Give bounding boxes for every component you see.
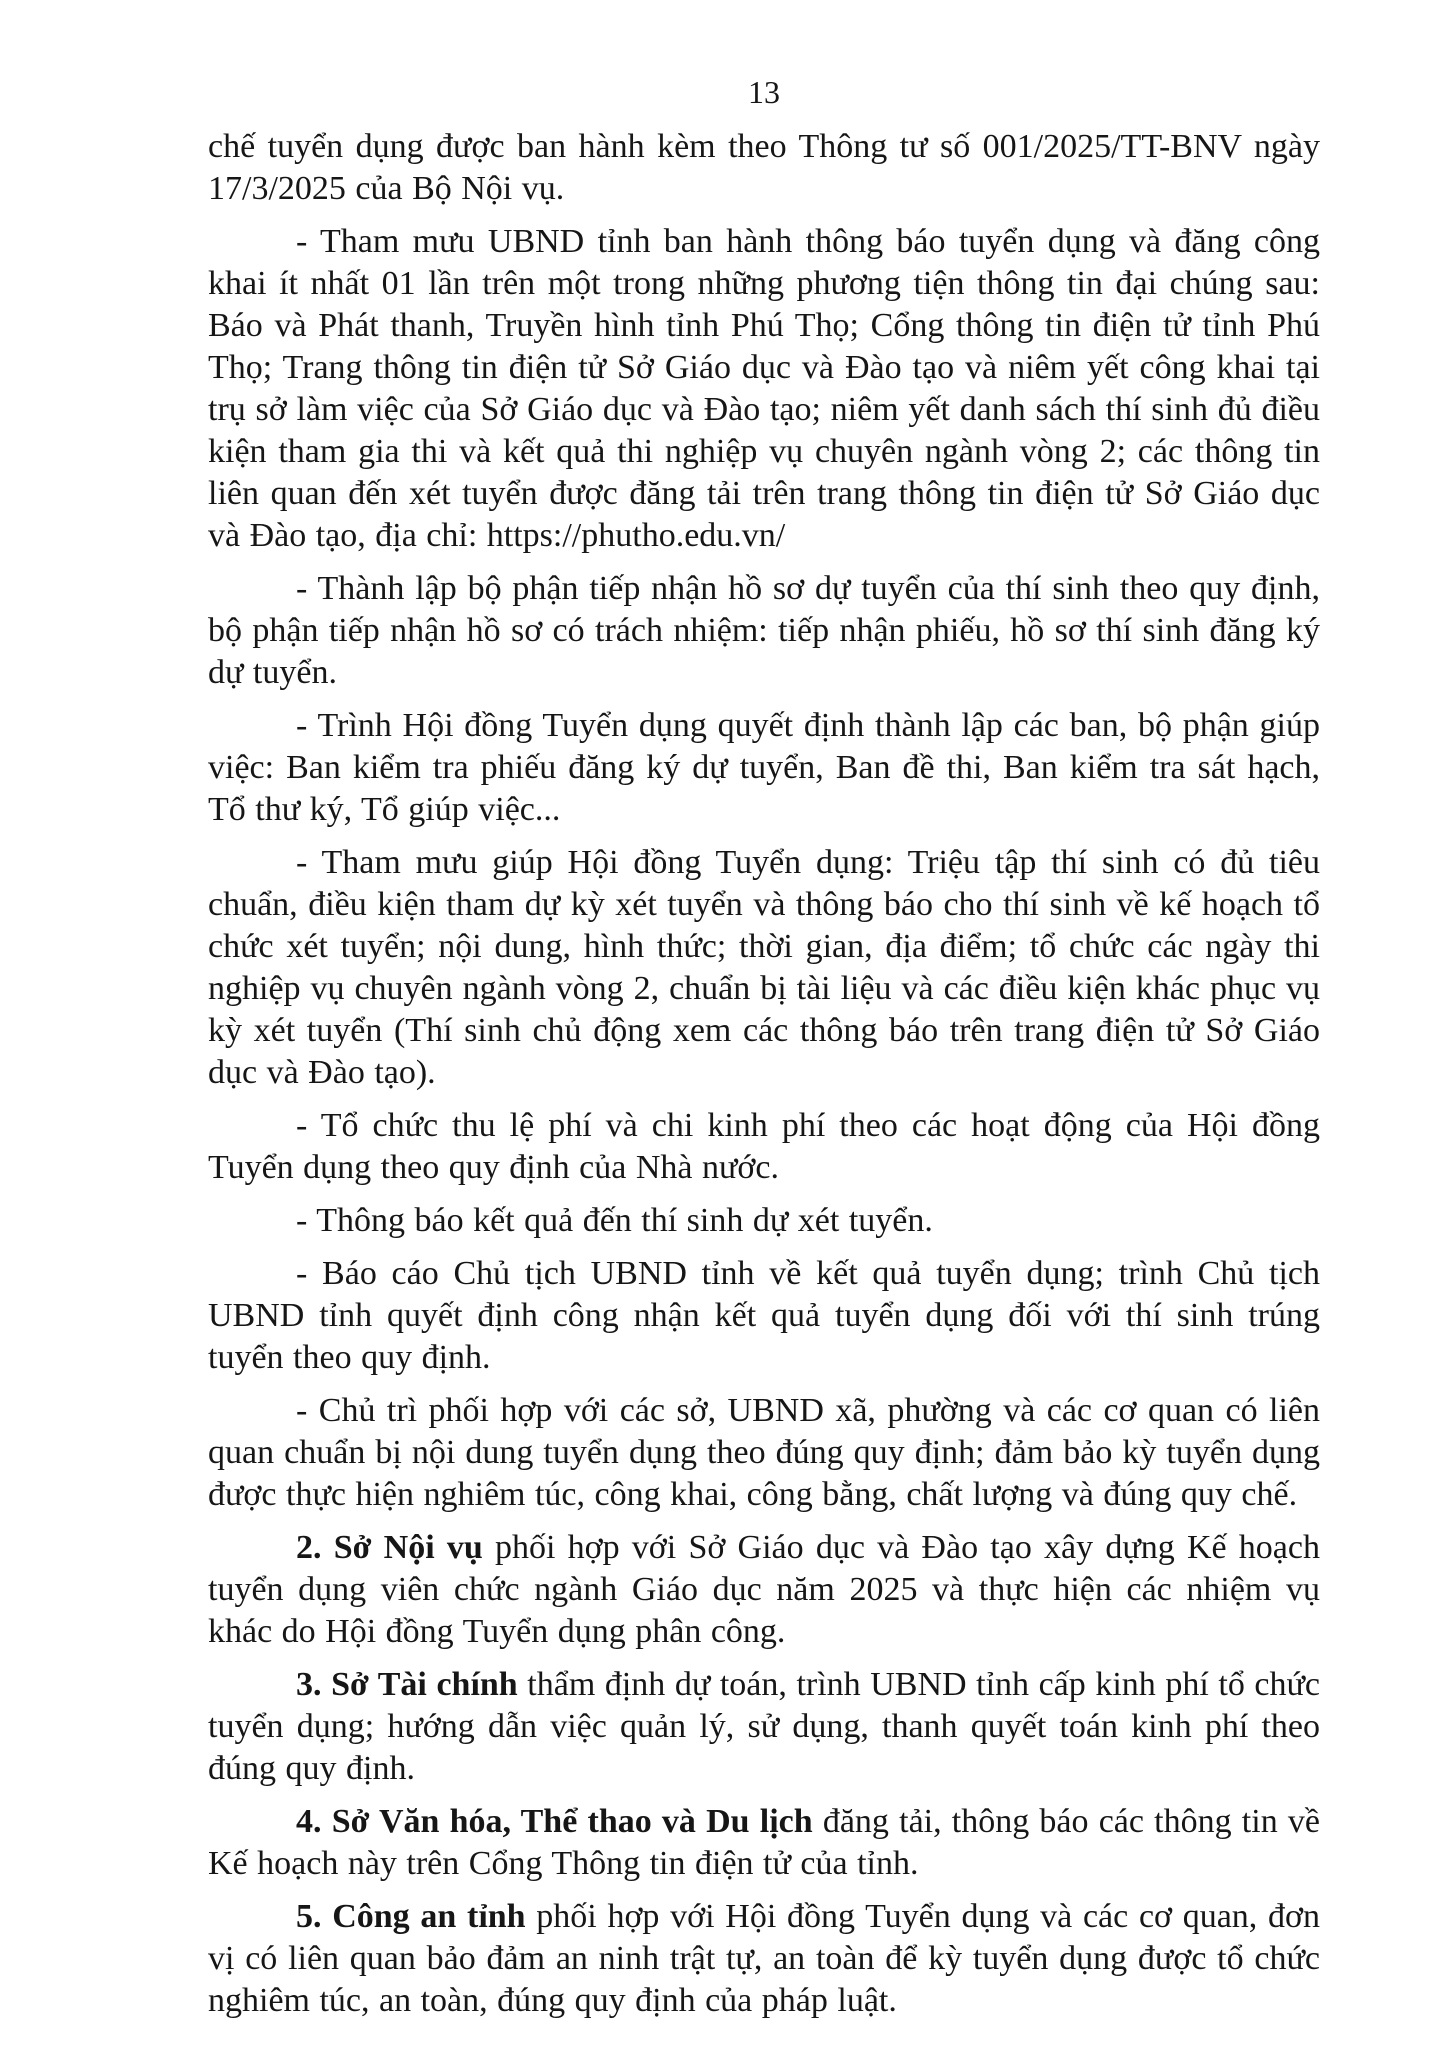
paragraph: - Thành lập bộ phận tiếp nhận hồ sơ dự tuyển của thí sinh theo quy định, bộ phận tiếp nhận hồ sơ có trách nhiệm: tiếp nhận phiếu, hồ sơ thí sinh đăng ký dự tuyển. bbox=[208, 570, 1320, 691]
paragraph-bold-lead: 4. Sở Văn hóa, Thể thao và Du lịch bbox=[296, 1803, 813, 1840]
paragraph-bold-lead: 2. Sở Nội vụ bbox=[296, 1529, 483, 1566]
paragraph: chế tuyển dụng được ban hành kèm theo Thông tư số 001/2025/TT-BNV ngày 17/3/2025 của Bộ Nội vụ. bbox=[208, 128, 1320, 207]
paragraph: - Tham mưu UBND tỉnh ban hành thông báo tuyển dụng và đăng công khai ít nhất 01 lần trên một trong những phương tiện thông tin đại chúng sau: Báo và Phát thanh, Truyền hình tỉnh Phú Thọ; Cổng thông tin điện tử tỉnh Phú Thọ; Trang thông tin điện tử Sở Giáo dục và Đào tạo và niêm yết công khai tại trụ sở làm việc của Sở Giáo dục và Đào tạo; niêm yết danh sách thí sinh đủ điều kiện tham gia thi và kết quả thi nghiệp vụ chuyên ngành vòng 2; các thông tin liên quan đến xét tuyển được đăng tải trên trang thông tin điện tử Sở Giáo dục và Đào tạo, địa chỉ: https://phutho.edu.vn/ bbox=[208, 223, 1320, 554]
paragraph-bold-lead: 3. Sở Tài chính bbox=[296, 1666, 518, 1703]
paragraph: - Tổ chức thu lệ phí và chi kinh phí theo các hoạt động của Hội đồng Tuyển dụng theo quy định của Nhà nước. bbox=[208, 1107, 1320, 1186]
paragraph: - Chủ trì phối hợp với các sở, UBND xã, phường và các cơ quan có liên quan chuẩn bị nội dung tuyển dụng theo đúng quy định; đảm bảo kỳ tuyển dụng được thực hiện nghiêm túc, công khai, công bằng, chất lượng và đúng quy chế. bbox=[208, 1392, 1320, 1513]
paragraph: 2. Sở Nội vụ phối hợp với Sở Giáo dục và Đào tạo xây dựng Kế hoạch tuyển dụng viên chức ngành Giáo dục năm 2025 và thực hiện các nhiệm vụ khác do Hội đồng Tuyển dụng phân công. bbox=[208, 1529, 1320, 1650]
paragraph: 3. Sở Tài chính thẩm định dự toán, trình UBND tỉnh cấp kinh phí tổ chức tuyển dụng; hướng dẫn việc quản lý, sử dụng, thanh quyết toán kinh phí theo đúng quy định. bbox=[208, 1666, 1320, 1787]
paragraph: 4. Sở Văn hóa, Thể thao và Du lịch đăng tải, thông báo các thông tin về Kế hoạch này trên Cổng Thông tin điện tử của tỉnh. bbox=[208, 1803, 1320, 1882]
paragraph: - Tham mưu giúp Hội đồng Tuyển dụng: Triệu tập thí sinh có đủ tiêu chuẩn, điều kiện tham dự kỳ xét tuyển và thông báo cho thí sinh về kế hoạch tổ chức xét tuyển; nội dung, hình thức; thời gian, địa điểm; tổ chức các ngày thi nghiệp vụ chuyên ngành vòng 2, chuẩn bị tài liệu và các điều kiện khác phục vụ kỳ xét tuyển (Thí sinh chủ động xem các thông báo trên trang điện tử Sở Giáo dục và Đào tạo). bbox=[208, 844, 1320, 1091]
document-body bbox=[208, 126, 1320, 2022]
paragraph-bold-lead: 5. Công an tỉnh bbox=[296, 1898, 526, 1935]
paragraph: 5. Công an tỉnh phối hợp với Hội đồng Tuyển dụng và các cơ quan, đơn vị có liên quan bảo đảm an ninh trật tự, an toàn để kỳ tuyển dụng được tổ chức nghiêm túc, an toàn, đúng quy định của pháp luật. bbox=[208, 1898, 1320, 2019]
paragraph: - Báo cáo Chủ tịch UBND tỉnh về kết quả tuyển dụng; trình Chủ tịch UBND tỉnh quyết định công nhận kết quả tuyển dụng đối với thí sinh trúng tuyển theo quy định. bbox=[208, 1255, 1320, 1376]
paragraph: - Trình Hội đồng Tuyển dụng quyết định thành lập các ban, bộ phận giúp việc: Ban kiểm tra phiếu đăng ký dự tuyển, Ban đề thi, Ban kiểm tra sát hạch, Tổ thư ký, Tổ giúp việc... bbox=[208, 707, 1320, 828]
paragraph: - Thông báo kết quả đến thí sinh dự xét tuyển. bbox=[296, 1202, 933, 1239]
page-number: 13 bbox=[748, 74, 780, 110]
